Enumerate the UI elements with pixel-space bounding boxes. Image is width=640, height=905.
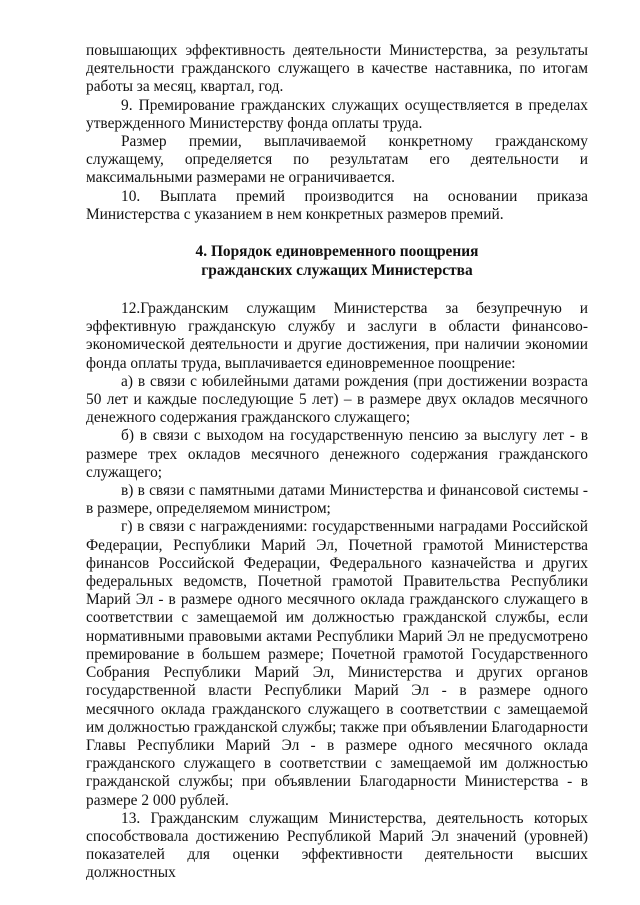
paragraph-13: 13. Гражданским служащим Министерства, деятельность которых способствовала достижению Республикой Марий Эл значений (уровней) показателей для оценки эффективности деятельности высших должностных <box>86 809 588 882</box>
section-heading <box>86 242 588 280</box>
list-item-b: б) в связи с выходом на государственную пенсию за выслугу лет - в размере трех окладов месячного денежного содержания гражданского служащего; <box>86 427 588 481</box>
section-heading-line-2: гражданских служащих Министерства <box>201 262 473 280</box>
section-heading-line-1: 4. Порядок единовременного поощрения <box>195 243 479 261</box>
document-page <box>86 42 588 883</box>
paragraph-12: 12.Гражданским служащим Министерства за безупречную и эффективную гражданскую службу и заслуги в области финансово-экономической деятельности и другие достижения, при наличии экономии фонда оплаты труда, выплачивается единовременное поощрение: <box>86 300 588 372</box>
list-item-g: г) в связи с награждениями: государственными наградами Российской Федерации, Республики Марий Эл, Почетной грамотой Министерства финансов Российской Федерации, Федерального казначейства и других федеральных ведомств, Почетной грамотой Правительства Республики Марий Эл - в размере одного месячного оклада гражданского служащего в соответствии с замещаемой им должностью гражданской службы, если нормативными правовыми актами Республики Марий Эл не предусмотрено премирование в большем размере; Почетной грамотой Государственного Собрания Республики Марий Эл, Министерства и других органов государственной власти Республики Марий Эл - в размере одного месячного оклада гражданского служащего в соответствии с замещаемой им должностью гражданской службы; также при объявлении Благодарности Главы Республики Марий Эл - в размере одного месячного оклада гражданского служащего в соответствии с замещаемой им должностью гражданской службы; при объявлении Благодарности Министерства - в размере 2 000 рублей. <box>86 518 588 809</box>
list-item-v: в) в связи с памятными датами Министерства и финансовой системы - в размере, определяемом министром; <box>86 482 588 518</box>
paragraph-continuation: повышающих эффективность деятельности Министерства, за результаты деятельности гражданского служащего в качестве наставника, по итогам работы за месяц, квартал, год. <box>86 42 588 96</box>
paragraph-bonus-size: Размер премии, выплачиваемой конкретному гражданскому служащему, определяется по результатам его деятельности и максимальными размерами не ограничивается. <box>86 133 588 187</box>
paragraph-10: 10. Выплата премий производится на основании приказа Министерства с указанием в нем конкретных размеров премий. <box>86 187 588 223</box>
paragraph-9: 9. Премирование гражданских служащих осуществляется в пределах утвержденного Министерству фонда оплаты труда. <box>86 96 588 132</box>
list-item-a: а) в связи с юбилейными датами рождения (при достижении возраста 50 лет и каждые последующие 5 лет) – в размере двух окладов месячного денежного содержания гражданского служащего; <box>86 372 588 427</box>
